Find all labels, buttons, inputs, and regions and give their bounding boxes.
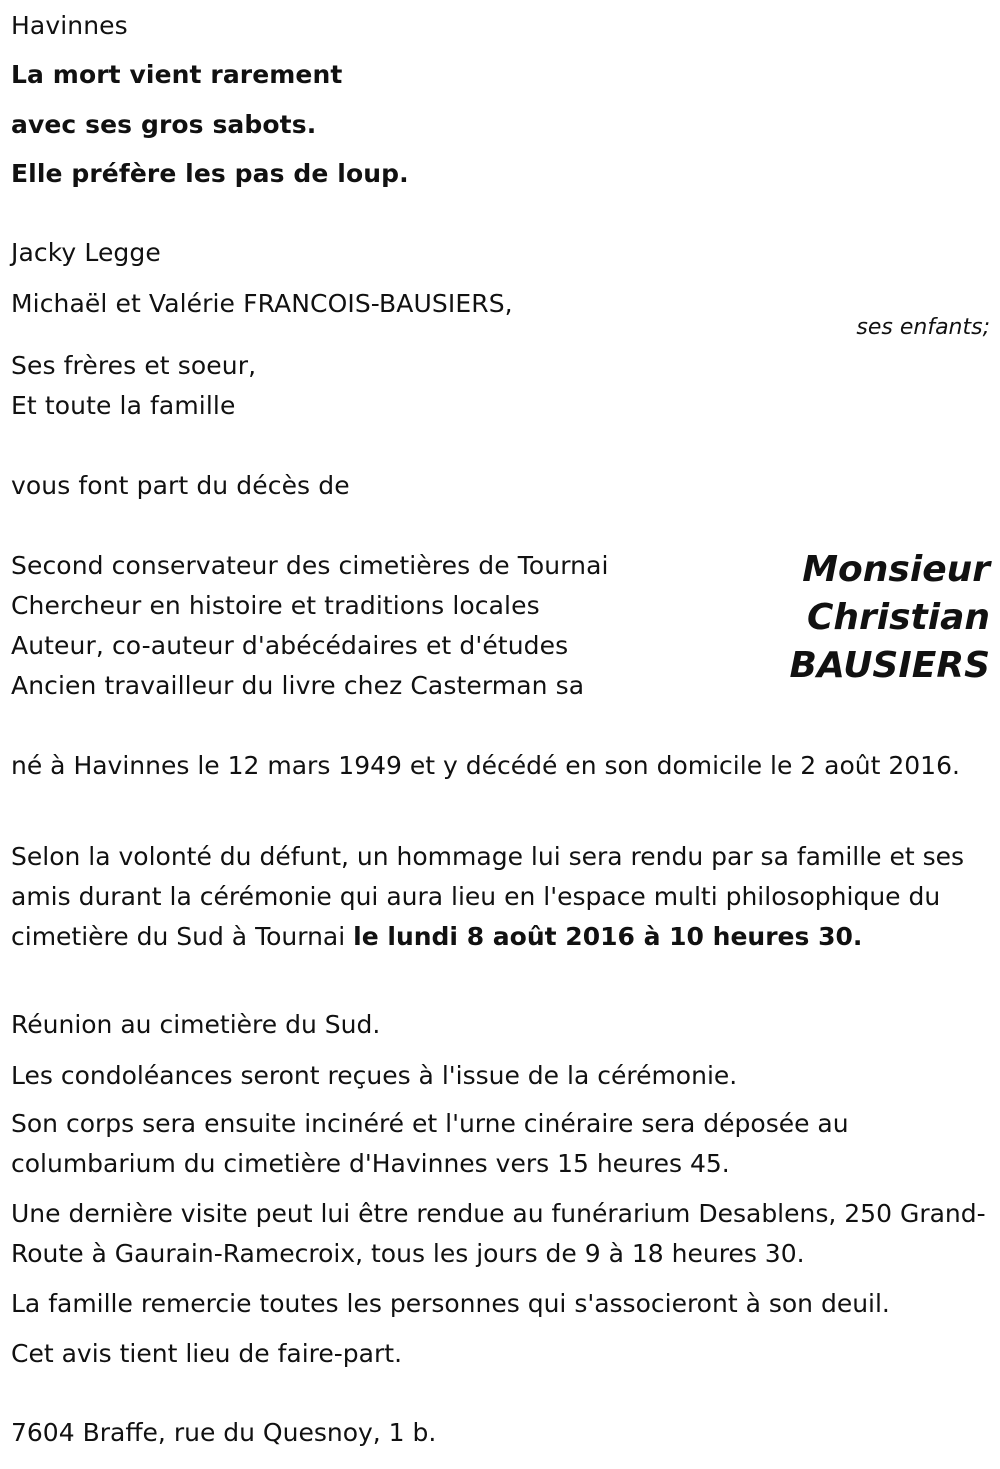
announcement-line: vous font part du décès de <box>11 471 350 500</box>
title-line-4: Ancien travailleur du livre chez Casterman sa <box>11 671 585 700</box>
title-line-3: Auteur, co-auteur d'abécédaires et d'études <box>11 631 569 660</box>
siblings-line: Ses frères et soeur, <box>11 351 257 380</box>
address-line: 7604 Braffe, rue du Quesnoy, 1 b. <box>11 1418 437 1447</box>
cremation-paragraph: Son corps sera ensuite incinéré et l'urne cinéraire sera déposée au columbarium du cimetière d'Havinnes vers 15 heures 45. <box>11 1109 849 1178</box>
deceased-salutation: Monsieur <box>802 549 990 590</box>
deceased-last-name: BAUSIERS <box>789 645 990 686</box>
deceased-name <box>790 546 990 690</box>
reunion-paragraph: Réunion au cimetière du Sud. <box>11 1010 381 1039</box>
thanks-paragraph: La famille remercie toutes les personnes qui s'associeront à son deuil. <box>11 1289 890 1318</box>
visit-paragraph: Une dernière visite peut lui être rendue au funérarium Desablens, 250 Grand-Route à Gaurain-Ramecroix, tous les jours de 9 à 18 heures 30. <box>11 1199 986 1268</box>
quote-line-3: Elle préfère les pas de loup. <box>11 159 409 188</box>
ceremony-paragraph <box>11 837 986 957</box>
children-names: Michaël et Valérie FRANCOIS-BAUSIERS, <box>11 289 513 318</box>
title-line-1: Second conservateur des cimetières de Tournai <box>11 551 609 580</box>
birth-death-paragraph: né à Havinnes le 12 mars 1949 et y décédé en son domicile le 2 août 2016. <box>11 751 960 780</box>
family-line: Et toute la famille <box>11 391 236 420</box>
quote-line-2: avec ses gros sabots. <box>11 110 317 139</box>
deceased-first-name: Christian <box>806 597 990 638</box>
condolences-paragraph: Les condoléances seront reçues à l'issue de la cérémonie. <box>11 1061 738 1090</box>
ceremony-date: le lundi 8 août 2016 à 10 heures 30. <box>353 922 863 951</box>
notice-paragraph: Cet avis tient lieu de faire-part. <box>11 1339 403 1368</box>
quote-line-1: La mort vient rarement <box>11 60 343 89</box>
place-heading: Havinnes <box>11 11 128 40</box>
partner-name: Jacky Legge <box>11 238 161 267</box>
ceremony-text: Selon la volonté du défunt, un hommage lui sera rendu par sa famille et ses amis durant la cérémonie qui aura lieu en l'espace multi philosophique du cimetière du Sud à Tournai <box>11 842 965 951</box>
children-role: ses enfants; <box>856 315 990 340</box>
title-line-2: Chercheur en histoire et traditions locales <box>11 591 540 620</box>
